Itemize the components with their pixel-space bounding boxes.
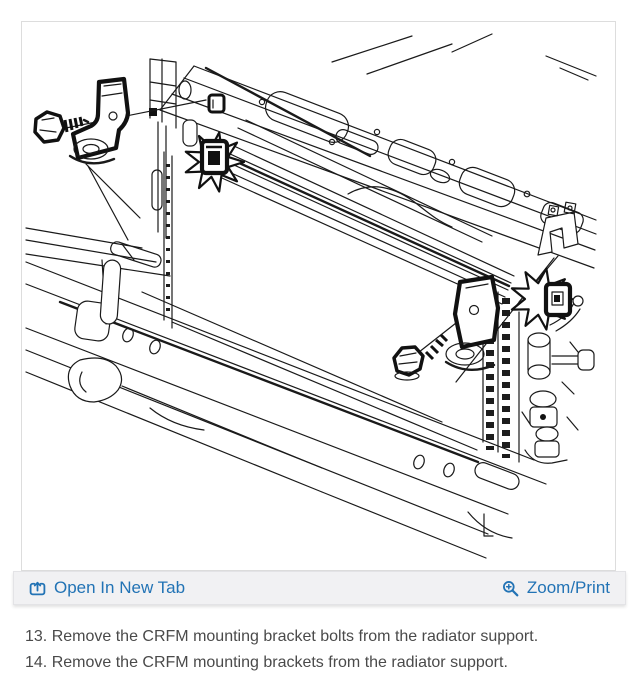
crfm-radiator-support-diagram (22, 22, 615, 570)
diagram-panel (21, 21, 616, 571)
zoom-in-magnifier-icon (502, 580, 519, 597)
step-text: Remove the CRFM mounting brackets from the radiator support. (51, 654, 508, 671)
zoom-print-link[interactable] (502, 578, 610, 598)
bracket-bolt-right (394, 335, 447, 380)
retainer-clip-icon (202, 141, 227, 173)
mounting-bracket-left (70, 79, 128, 163)
left-body-structure (149, 59, 197, 238)
step-number: 13. (25, 628, 48, 645)
step-number: 14. (25, 654, 48, 671)
open-in-new-tab-link[interactable] (29, 578, 185, 598)
open-in-new-tab-label: Open In New Tab (54, 578, 186, 597)
tow-hook (68, 358, 121, 402)
instruction-steps (25, 624, 538, 676)
radiator-core (142, 152, 506, 458)
step-text: Remove the CRFM mounting bracket bolts from the radiator support. (51, 628, 539, 645)
zoom-print-label: Zoom/Print (526, 578, 610, 597)
bumper-beam (26, 228, 546, 558)
open-in-new-tab-icon (29, 580, 46, 597)
step-13 (25, 624, 538, 650)
step-14 (25, 650, 538, 676)
support-clip (209, 95, 224, 112)
figure-toolbar (13, 571, 626, 605)
retainer-clip-icon (546, 284, 570, 315)
